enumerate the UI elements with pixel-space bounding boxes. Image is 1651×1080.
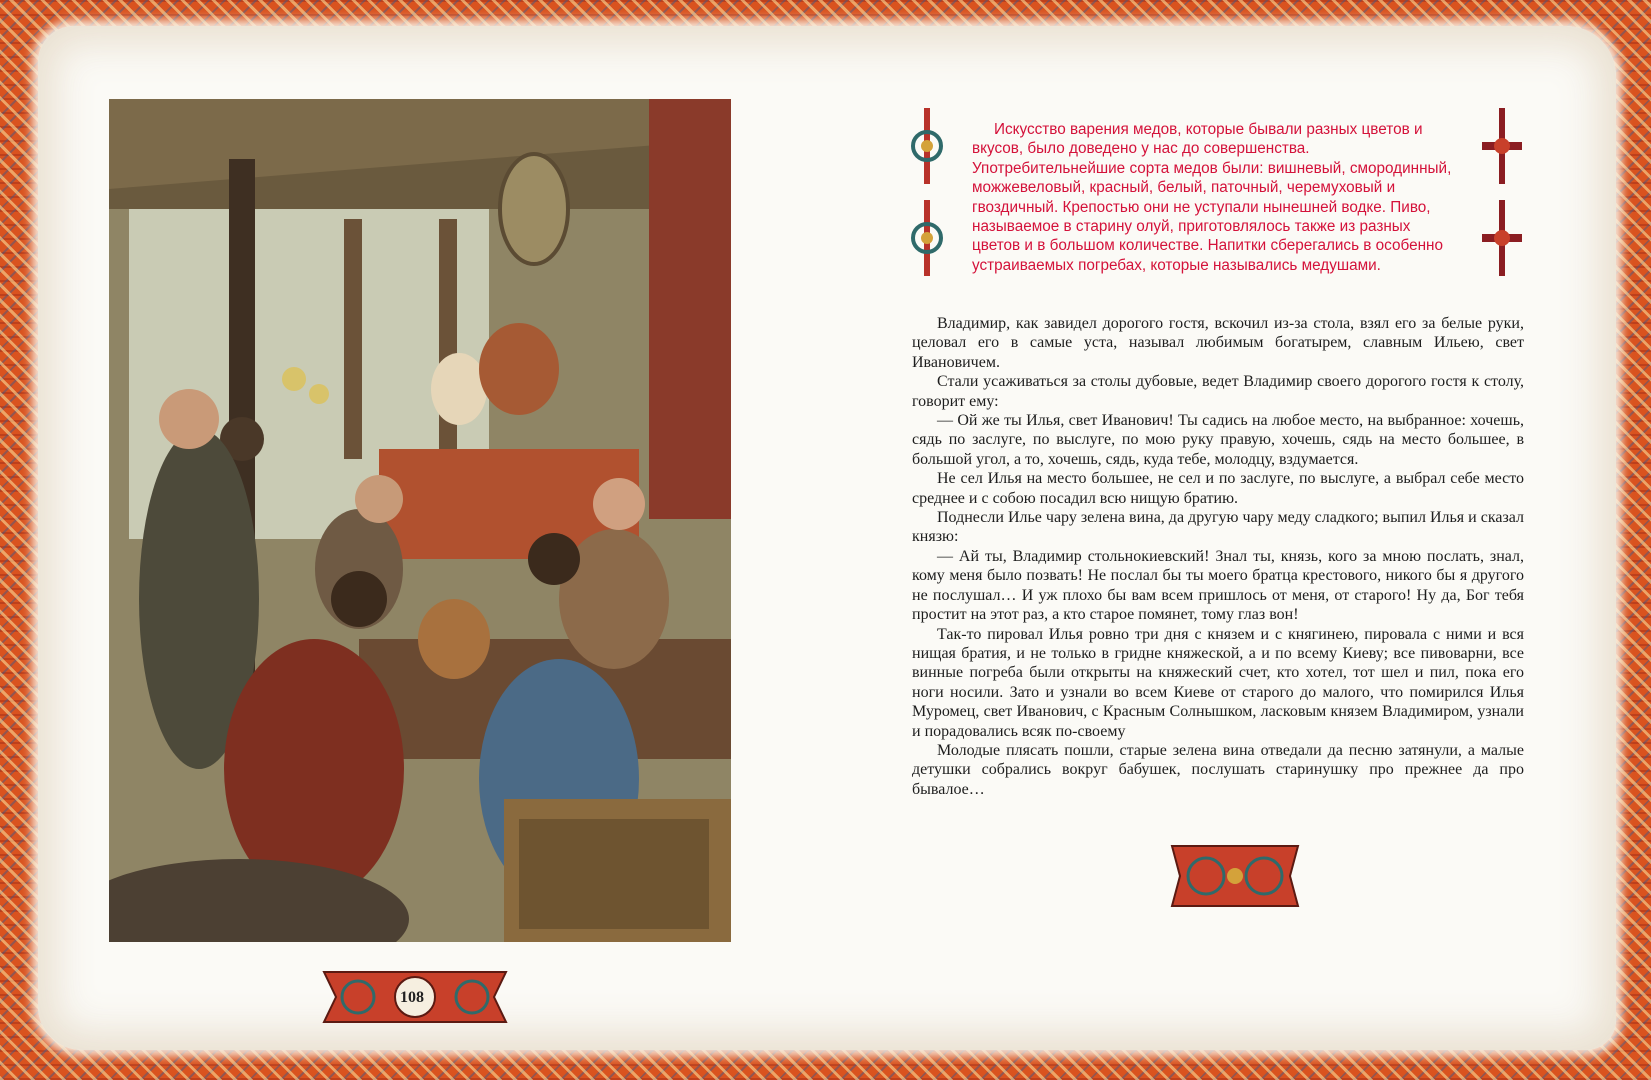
knot-ornament-icon bbox=[901, 200, 953, 276]
end-ornament bbox=[1168, 840, 1302, 912]
sidebar-note bbox=[972, 120, 1452, 275]
paragraph: Поднесли Илье чару зелена вина, да другую чару меду сладкого; выпил Илья и сказал князю: bbox=[912, 509, 1524, 546]
knot-ornament-icon bbox=[901, 108, 953, 184]
feast-illustration bbox=[109, 99, 731, 942]
sidebar-paragraph: Искусство варения медов, которые бывали разных цветов и вкусов, было доведено у нас до совершенства. Употребительнейшие сорта медов были: вишневый, смородинный, можжевеловый, красный, белый, паточный, черемуховый и гвоздичный. Крепостью они не уступали нынешней водке. Пиво, называемое в старину олуй, приготовлялось также из разных цветов и в большом количестве. Напитки сберегались в особенно устраиваемых погребах, которые назывались медушами. bbox=[972, 121, 1452, 274]
paragraph: Так-то пировал Илья ровно три дня с князем и с княгинею, пировала с ними и вся нищая братия, и не только в гридне княжеской, а и по всему Киеву; все пивоварни, все винные погреба были открыты на княжеский счет, кто хотел, тот шел и пил, пока его ноги носили. Зато и узнали во всем Киеве от старого до малого, что помирился Илья Муромец, свет Иванович, с Красным Солнышком, ласковым князем Владимиром, узнали и порадовались всяк по-своему bbox=[912, 625, 1524, 740]
paragraph: — Ай ты, Владимир стольнокиевский! Знал ты, князь, кого за мною послать, знал, кому меня было позвать! Не послал бы ты моего братца крестового, никого бы я другого не послушал… И уж плохо бы вам всем пришлось от меня, от старого! Ну да, Бог тебя простит на этот раз, а кто старое помянет, тому глаз вон! bbox=[912, 547, 1524, 624]
main-text bbox=[912, 314, 1524, 799]
paragraph: Стали усаживаться за столы дубовые, ведет Владимир своего дорогого гостя к столу, говорит ему: bbox=[912, 373, 1524, 410]
cross-ornament-icon bbox=[1476, 108, 1528, 184]
paragraph: Не сел Илья на место большее, не сел и по заслуге, по выслуге, а выбрал себе место среднее и с собою посадил всю нищую братию. bbox=[912, 470, 1524, 507]
cross-ornament-icon bbox=[1476, 200, 1528, 276]
paragraph: Владимир, как завидел дорогого гостя, вскочил из-за стола, взял его за белые руки, целовал его в самые уста, называл любимым богатырем, славным Ильею, свет Ивановичем. bbox=[912, 315, 1524, 371]
page-number: 108 bbox=[400, 989, 424, 1006]
paragraph: Молодые плясать пошли, старые зелена вина отведали да песню затянули, а малые детушки собрались вокруг бабушек, послушать старинушку про прежнее да про бывалое… bbox=[912, 741, 1524, 798]
paragraph: — Ой же ты Илья, свет Иванович! Ты садись на любое место, на выбранное: хочешь, сядь по заслуге, по выслуге, по мою руку правую, хочешь, сядь на место большее, в большой угол, а то, хочешь, сядь, куда тебе, молодцу, вздумается. bbox=[912, 412, 1524, 468]
